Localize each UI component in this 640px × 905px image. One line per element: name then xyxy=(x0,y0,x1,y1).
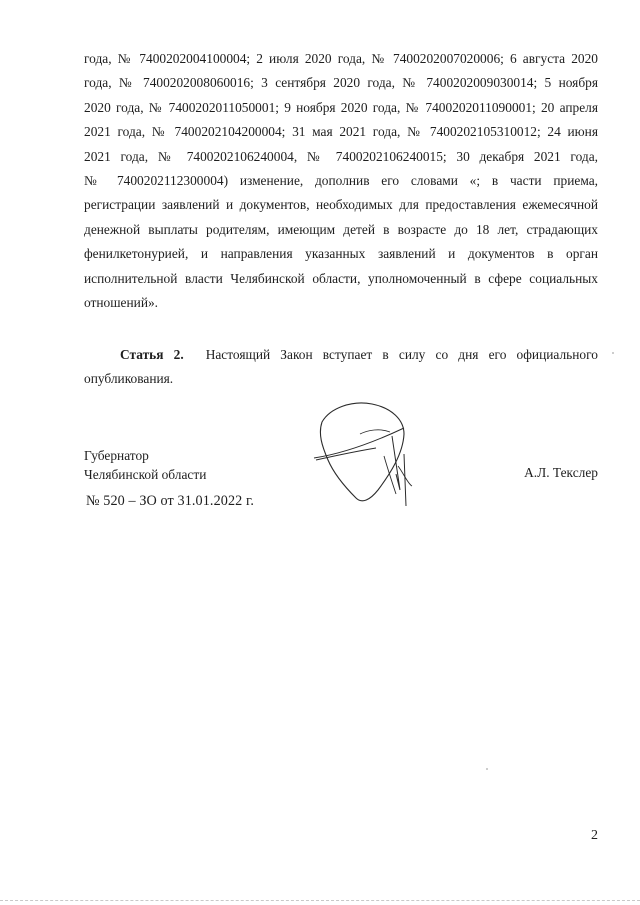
article-2 xyxy=(84,343,598,392)
paragraph-line: исполнительной власти Челябинской области, уполномоченный в сфере социальных xyxy=(84,270,598,286)
paragraph-line: года, № 7400202004100004; 2 июля 2020 года, № 7400202007020006; 6 августа 2020 xyxy=(84,51,598,66)
paragraph-line: 2021 года, № 7400202106240004, № 7400202106240015; 30 декабря 2021 года, xyxy=(84,148,598,164)
article-label: Статья 2. xyxy=(120,347,184,362)
article-first-line xyxy=(84,343,598,367)
paragraph-line: фенилкетонурией, и направления указанных заявлений и документов в орган xyxy=(84,246,598,262)
signatory-position: Губернатор xyxy=(84,448,149,463)
page-number: 2 xyxy=(591,828,598,843)
paragraph-line: денежной выплаты родителям, имеющим детей в возрасте до 18 лет, страдающих xyxy=(84,221,598,237)
signatory-name: А.Л. Текслер xyxy=(524,465,598,480)
article-text: Настоящий Закон вступает в силу со дня его официального xyxy=(205,347,598,362)
scan-speck xyxy=(486,768,488,770)
scan-edge xyxy=(0,900,640,901)
scan-speck xyxy=(612,352,614,354)
handwritten-signature xyxy=(300,394,425,514)
article-second-line: опубликования. xyxy=(84,371,174,387)
paragraph-line: года, № 7400202008060016; 3 сентября 2020 года, № 7400202009030014; 5 ноября xyxy=(84,75,598,91)
paragraph-line: отношений». xyxy=(84,295,159,311)
paragraph-line: 2020 года, № 7400202011050001; 9 ноября 2020 года, № 7400202011090001; 20 апреля xyxy=(84,99,598,115)
signatory-region: Челябинской области xyxy=(84,467,207,482)
paragraph-line: № 7400202112300004) изменение, дополнив его словами «; в части приема, xyxy=(84,173,598,189)
paragraph-line: 2021 года, № 7400202104200004; 31 мая 2021 года, № 7400202105310012; 24 июня xyxy=(84,124,598,140)
signatory-title xyxy=(84,446,206,484)
paragraph-line: регистрации заявлений и документов, необходимых для предоставления ежемесячной xyxy=(84,197,598,213)
law-number: № 520 – ЗО от 31.01.2022 г. xyxy=(86,493,254,509)
law-amendment-paragraph xyxy=(84,47,598,315)
